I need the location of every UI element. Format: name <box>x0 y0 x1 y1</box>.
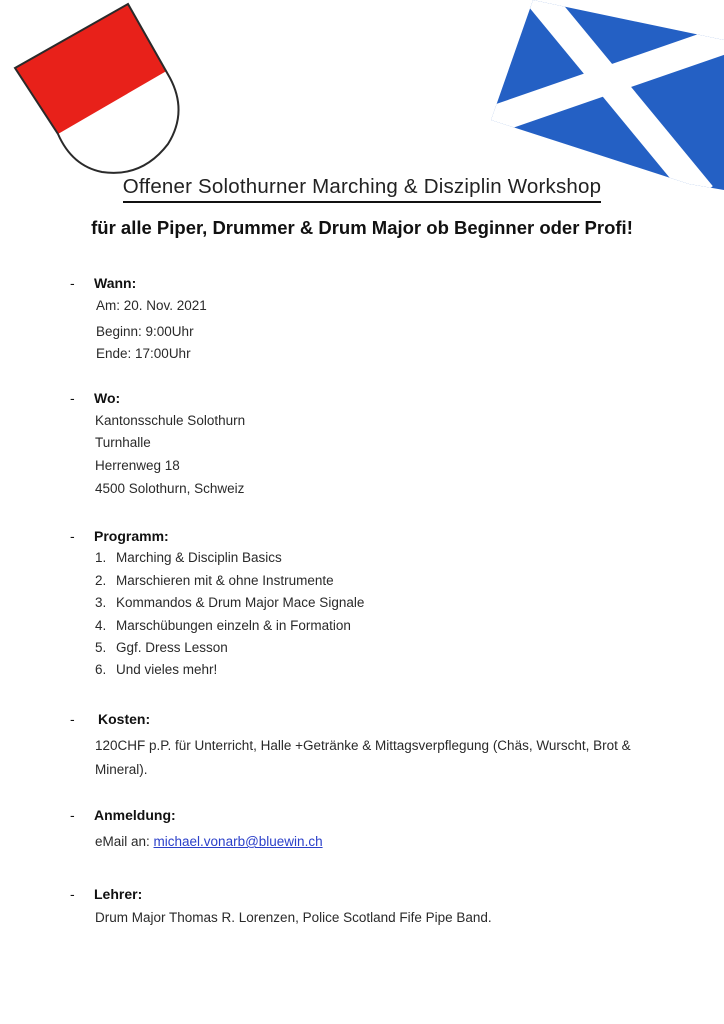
bullet-dash: - <box>70 807 75 823</box>
bullet-dash: - <box>70 886 75 902</box>
email-link[interactable]: michael.vonarb@bluewin.ch <box>153 834 323 849</box>
list-item-number: 2. <box>95 573 107 588</box>
kosten-line: 120CHF p.P. für Unterricht, Halle +Getränke & Mittagsverpflegung (Chäs, Wurscht, Brot & <box>95 738 631 753</box>
bullet-dash: - <box>70 711 75 727</box>
list-item-number: 1. <box>95 550 107 565</box>
list-item-number: 4. <box>95 618 107 633</box>
solothurn-crest-image <box>10 0 182 176</box>
list-item-number: 3. <box>95 595 107 610</box>
list-item-number: 5. <box>95 640 107 655</box>
wann-start: Beginn: 9:00Uhr <box>96 324 194 339</box>
list-item: Kommandos & Drum Major Mace Signale <box>116 595 365 610</box>
list-item: Und vieles mehr! <box>116 662 218 677</box>
wo-line: 4500 Solothurn, Schweiz <box>95 481 245 496</box>
section-heading-wo: Wo: <box>94 390 121 406</box>
wo-line: Turnhalle <box>95 435 151 450</box>
list-item: Marschübungen einzeln & in Formation <box>116 618 351 633</box>
section-heading-wann: Wann: <box>94 275 137 291</box>
bullet-dash: - <box>70 390 75 406</box>
document-subtitle: für alle Piper, Drummer & Drum Major ob Beginner oder Profi! <box>91 217 633 238</box>
wann-date: Am: 20. Nov. 2021 <box>96 298 207 313</box>
email-label: eMail an: <box>95 834 154 849</box>
kosten-line: Mineral). <box>95 762 148 777</box>
section-heading-anmeldung: Anmeldung: <box>94 807 176 823</box>
section-heading-lehrer: Lehrer: <box>94 886 143 902</box>
lehrer-line: Drum Major Thomas R. Lorenzen, Police Scotland Fife Pipe Band. <box>95 910 492 925</box>
wo-line: Kantonsschule Solothurn <box>95 413 246 428</box>
document-title <box>0 175 724 203</box>
bullet-dash: - <box>70 275 75 291</box>
list-item: Ggf. Dress Lesson <box>116 640 228 655</box>
section-heading-kosten: Kosten: <box>98 711 151 727</box>
wann-end: Ende: 17:00Uhr <box>96 346 191 361</box>
anmeldung-line <box>95 834 323 849</box>
section-heading-programm: Programm: <box>94 528 169 544</box>
scotland-flag-image <box>487 0 724 190</box>
list-item: Marschieren mit & ohne Instrumente <box>116 573 334 588</box>
bullet-dash: - <box>70 528 75 544</box>
wo-line: Herrenweg 18 <box>95 458 180 473</box>
list-item-number: 6. <box>95 662 107 677</box>
list-item: Marching & Disciplin Basics <box>116 550 282 565</box>
document-title-text: Offener Solothurner Marching & Disziplin Workshop <box>123 175 601 203</box>
